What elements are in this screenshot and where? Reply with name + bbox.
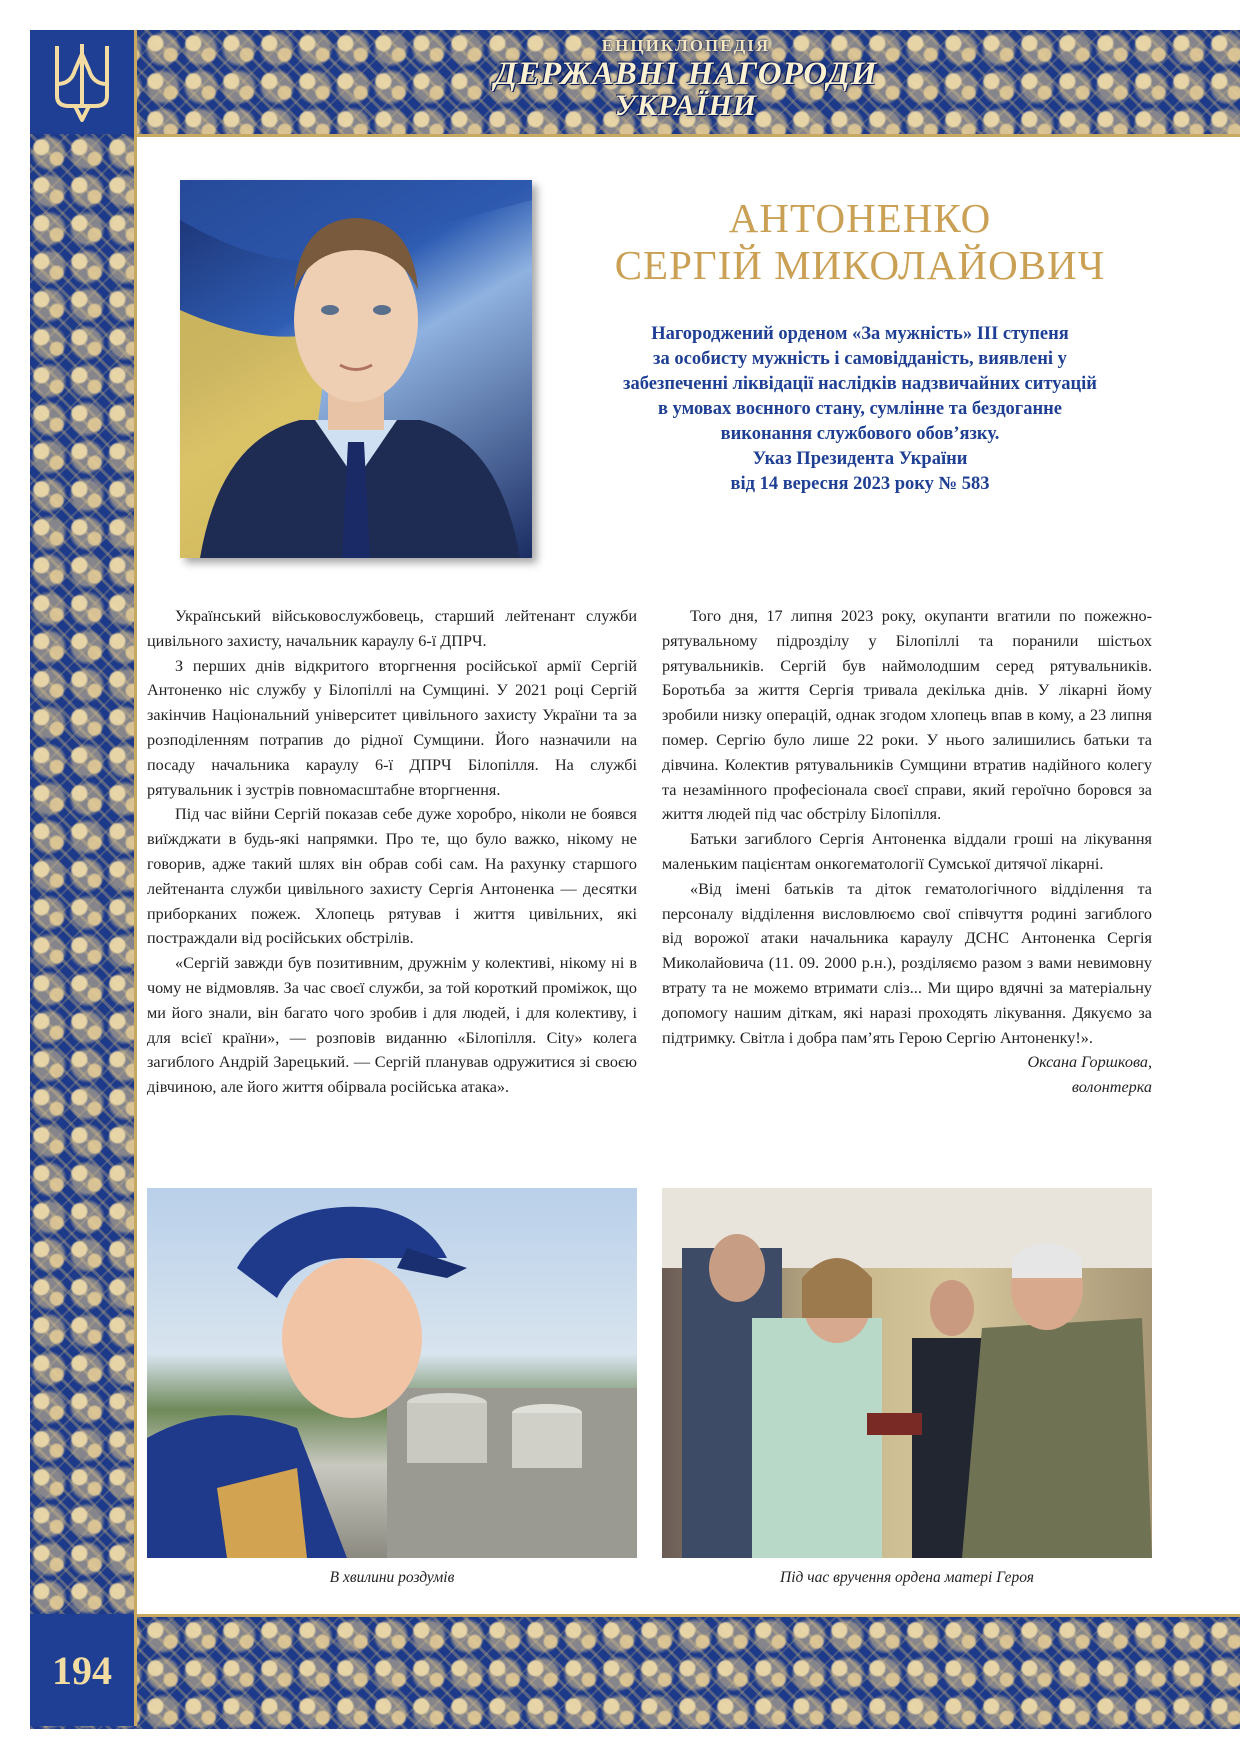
article-paragraph: Український військовослужбовець, старший лейтенант служби цивільного захисту, начальник караулу 6-ї ДПРЧ. — [147, 607, 637, 650]
article-paragraph: Під час війни Сергій показав себе дуже хоробро, ніколи не боявся виїжджати в будь-які напрямки. Про те, що було важко, нікому не говорив, адже такий шлях він обрав собі сам. На рахунку старшого лейтенанта служби цивільного захисту Сергія Антоненка — десятки приборканих пожеж. Хлопець рятував і життя цивільних, які постраждали від російських обстрілів. — [147, 805, 637, 948]
left-ornament-band — [30, 134, 137, 1614]
page-number-box — [30, 1614, 137, 1726]
award-line: за особисту мужність і самовідданість, виявлені у — [653, 349, 1067, 369]
header-title — [476, 36, 896, 121]
article-paragraph: Батьки загиблого Сергія Антоненка віддали гроші на лікування маленьким пацієнтам онкогематології Сумської дитячої лікарні. — [662, 830, 1152, 873]
hero-portrait — [180, 180, 532, 558]
award-line: Нагороджений орденом «За мужність» ІІІ ступеня — [651, 324, 1069, 344]
article-paragraph: Того дня, 17 липня 2023 року, окупанти вгатили по пожежно-рятувальному підрозділу у Білопіллі та поранили шістьох рятувальників. Сергій був наймолодшим серед рятувальників. Боротьба за життя Сергія тривала декілька днів. У лікарні йому зробили низку операцій, однак згодом хлопець впав в кому, а 23 липня помер. Сергію було лише 22 роки. У нього залишились батьки та дівчина. Колектив рятувальників Сумщини втратив надійного колегу та незамінного професіонала своєї справи, який героїчно боровся за життя людей під час обстрілу Білопілля. — [662, 607, 1152, 824]
photo-caption-right: Під час вручення ордена матері Героя — [780, 1569, 1034, 1586]
award-line: забезпеченні ліквідації наслідків надзвичайних ситуацій — [623, 374, 1097, 394]
photo-award-ceremony — [662, 1188, 1152, 1558]
header-title-line2: УКРАЇНИ — [614, 89, 758, 122]
hero-name — [570, 195, 1150, 289]
portrait-image — [180, 180, 532, 558]
award-line: в умовах воєнного стану, сумлінне та бездоганне — [657, 399, 1062, 419]
award-description — [580, 322, 1140, 497]
header-title-line1: ДЕРЖАВНІ НАГОРОДИ — [494, 56, 878, 92]
photo-rescuer — [147, 1188, 637, 1558]
article-paragraph: «Від імені батьків та діток гематологічного відділення та персоналу відділення висловлюємо свої співчуття родині загиблого від ворожої атаки начальника караулу ДСНС Антоненка Сергія Миколайовича (11. 09. 2000 р.н.), розділяємо разом з вами невимовну втрату та не можемо втримати сліз... Ми щиро вдячні за матеріальну допомогу нашим діткам, які наразі проходять лікування. Дякуємо за підтримку. Світла і добра пам’ять Герою Сергію Антоненку!». — [662, 879, 1152, 1047]
photo-rescuer-image — [147, 1188, 637, 1558]
article-column-right — [662, 604, 1152, 1100]
signature-name: Оксана Горшкова, — [1027, 1053, 1152, 1072]
page-number: 194 — [52, 1647, 112, 1693]
award-line: виконання службового обов’язку. — [720, 424, 1000, 444]
signature-role: волонтерка — [1071, 1078, 1152, 1097]
article-paragraph: З перших днів відкритого вторгнення російської армії Сергій Антоненко ніс службу у Білопіллі на Сумщині. У 2021 році Сергій закінчив Національний університет цивільного захисту України та за розподіленням потрапив до рідної Сумщини. Його назначили на посаду начальника караулу 6-ї ДПРЧ Білопілля. На службі рятувальник і зустрів повномасштабне вторгнення. — [147, 656, 637, 799]
signature — [662, 1050, 1152, 1100]
footer-ornament-band — [30, 1614, 1240, 1729]
hero-surname: АНТОНЕНКО — [728, 195, 992, 241]
award-line: від 14 вересня 2023 року № 583 — [730, 474, 990, 494]
hero-given-names: СЕРГІЙ МИКОЛАЙОВИЧ — [614, 242, 1106, 288]
article-paragraph: «Сергій завжди був позитивним, дружнім у колективі, нікому ні в чому не відмовляв. За час своєї служби, за той короткий проміжок, що ми його знали, він багато чого зробив і для людей, і для колективу, і для всієї країни», — розповів виданню «Білопілля. City» колега загиблого Андрій Зарецький. — Сергій планував одружитися зі своєю дівчиною, але його життя обірвала російська атака». — [147, 954, 637, 1097]
photo-caption-left: В хвилини роздумів — [329, 1569, 455, 1586]
header-subtitle: ЕНЦИКЛОПЕДІЯ — [601, 36, 771, 55]
award-line: Указ Президента України — [752, 449, 968, 469]
trident-icon — [51, 40, 113, 124]
article-column-left — [147, 604, 637, 1100]
emblem-box — [30, 30, 137, 134]
photo-award-ceremony-image — [662, 1188, 1152, 1558]
